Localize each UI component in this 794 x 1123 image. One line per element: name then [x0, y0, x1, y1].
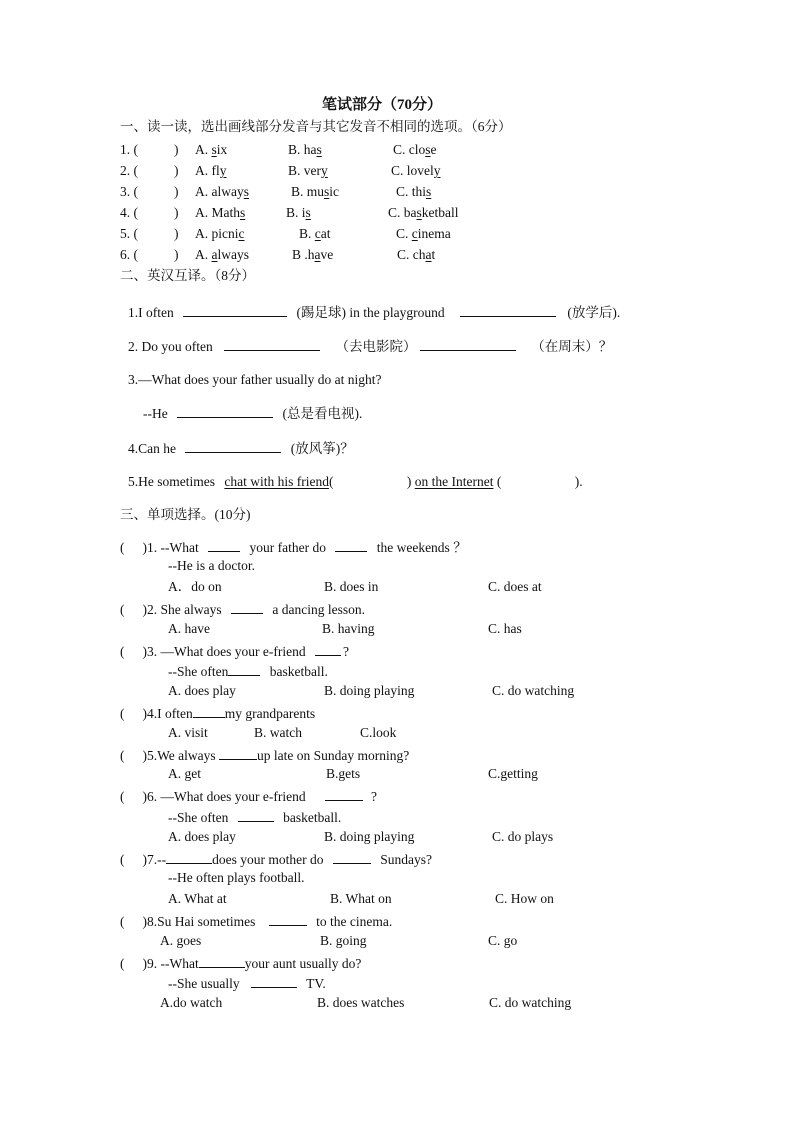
option-a[interactable]: A.do watch [160, 995, 223, 1010]
option-c[interactable]: C. go [488, 933, 518, 948]
option-c: C. basketball [388, 205, 459, 220]
option-b: B. has [288, 142, 322, 157]
option-c[interactable]: C. How on [495, 891, 554, 906]
answer-blank[interactable] [335, 539, 367, 552]
translate-q3: 3.—What does your father usually do at night? [128, 372, 382, 387]
option-c: C. close [393, 142, 437, 157]
option-b[interactable]: B. going [320, 933, 367, 948]
mc-question: ( )3. —What does your e-friend ? [120, 644, 349, 659]
option-a: A. Maths [195, 205, 246, 220]
option-a[interactable]: A. get [168, 766, 201, 781]
answer-blank[interactable] [460, 304, 556, 317]
mc-answer-line: --He often plays football. [168, 870, 305, 885]
option-a[interactable]: A. goes [160, 933, 202, 948]
option-b[interactable]: B. having [322, 621, 375, 636]
option-a[interactable]: A. does play [168, 683, 236, 698]
mc-question: ( )5.We always up late on Sunday morning? [120, 748, 410, 763]
row-number: 6. ( [120, 247, 138, 262]
option-c[interactable]: C. does at [488, 579, 542, 594]
answer-blank[interactable] [251, 975, 297, 988]
option-a: A. picnic [195, 226, 245, 241]
option-a[interactable]: A. does play [168, 829, 236, 844]
option-a: A. fly [195, 163, 227, 178]
row-number: 1. ( [120, 142, 138, 157]
answer-blank[interactable] [199, 955, 245, 968]
answer-paren-close[interactable]: ) [174, 226, 179, 241]
answer-blank[interactable] [231, 601, 263, 614]
option-a: A. six [195, 142, 228, 157]
answer-paren-close[interactable]: ) [174, 142, 179, 157]
answer-blank[interactable] [185, 440, 281, 453]
option-c: C. cinema [396, 226, 451, 241]
answer-paren-close[interactable]: ) [174, 247, 179, 262]
option-b[interactable]: B. watch [254, 725, 302, 740]
option-a: A. always [195, 184, 249, 199]
mc-answer-line: --He is a doctor. [168, 558, 255, 573]
row-number: 4. ( [120, 205, 138, 220]
section-2-heading: 二、英汉互译。（8分） [120, 268, 255, 283]
option-c[interactable]: C.getting [488, 766, 538, 781]
answer-blank[interactable] [183, 304, 287, 317]
mc-answer-line: --She often basketball. [168, 664, 328, 679]
mc-answer-line: --She often basketball. [168, 810, 342, 825]
option-b: B. cat [299, 226, 331, 241]
option-b[interactable]: B. does watches [317, 995, 405, 1010]
answer-blank[interactable] [238, 809, 274, 822]
page-title: 笔试部分（70分） [322, 97, 443, 113]
option-c[interactable]: C.look [360, 725, 397, 740]
translate-q4: 4.Can he (放风筝)？ [128, 441, 354, 456]
mc-question: ( )1. --What your father do the weekends ？ [120, 540, 467, 555]
option-c[interactable]: C. do plays [492, 829, 554, 844]
answer-blank[interactable] [420, 338, 516, 351]
mc-answer-line: --She usually TV. [168, 976, 326, 991]
option-b[interactable]: B.gets [326, 766, 361, 781]
option-a: A. always [195, 247, 249, 262]
answer-blank[interactable] [228, 663, 260, 676]
answer-blank[interactable] [193, 705, 225, 718]
answer-blank[interactable] [325, 788, 363, 801]
section-3-heading: 三、单项选择。(10分) [120, 507, 251, 522]
section-1-heading: 一、读一读，选出画线部分发音与其它发音不相同的选项。（6分） [120, 119, 512, 134]
option-b: B .have [292, 247, 334, 262]
answer-blank[interactable] [219, 747, 257, 760]
answer-paren-close[interactable]: ) [174, 163, 179, 178]
row-number: 5. ( [120, 226, 138, 241]
option-c: C. this [396, 184, 432, 199]
option-c: C. lovely [391, 163, 441, 178]
mc-question: ( )2. She always a dancing lesson. [120, 602, 365, 617]
option-b: B. very [288, 163, 328, 178]
option-b: B. is [286, 205, 311, 220]
translate-q3-answer: --He (总是看电视). [143, 406, 363, 421]
option-b: B. music [291, 184, 340, 199]
option-b[interactable]: B. What on [330, 891, 392, 906]
mc-question: ( )9. --What your aunt usually do? [120, 956, 362, 971]
mc-question: ( )4.I often my grandparents [120, 706, 316, 721]
row-number: 2. ( [120, 163, 138, 178]
mc-question: ( )7.-- does your mother do Sundays? [120, 852, 432, 867]
mc-question: ( )8.Su Hai sometimes to the cinema. [120, 914, 393, 929]
option-c[interactable]: C. has [488, 621, 522, 636]
option-a[interactable]: A．do on [168, 579, 222, 594]
option-b[interactable]: B. doing playing [324, 829, 415, 844]
option-b[interactable]: B. does in [324, 579, 379, 594]
translate-q5: 5.He sometimes chat with his friend( ) on the Internet ( ). [128, 474, 583, 489]
row-number: 3. ( [120, 184, 138, 199]
answer-blank[interactable] [224, 338, 320, 351]
answer-blank[interactable] [315, 643, 341, 656]
answer-paren-close[interactable]: ) [174, 184, 179, 199]
answer-blank[interactable] [177, 405, 273, 418]
answer-paren-close[interactable]: ) [174, 205, 179, 220]
option-a[interactable]: A. visit [168, 725, 208, 740]
answer-blank[interactable] [333, 851, 371, 864]
answer-blank[interactable] [208, 539, 240, 552]
mc-question: ( )6. —What does your e-friend ? [120, 789, 377, 804]
translate-q2: 2. Do you often （去电影院） （在周末）？ [128, 339, 613, 354]
option-c: C. chat [397, 247, 436, 262]
answer-blank[interactable] [166, 851, 212, 864]
translate-q1: 1.I often (踢足球) in the playground (放学后). [128, 305, 621, 320]
option-a[interactable]: A. have [168, 621, 210, 636]
option-c[interactable]: C. do watching [489, 995, 572, 1010]
option-c[interactable]: C. do watching [492, 683, 575, 698]
option-a[interactable]: A. What at [168, 891, 227, 906]
answer-blank[interactable] [269, 913, 307, 926]
option-b[interactable]: B. doing playing [324, 683, 415, 698]
